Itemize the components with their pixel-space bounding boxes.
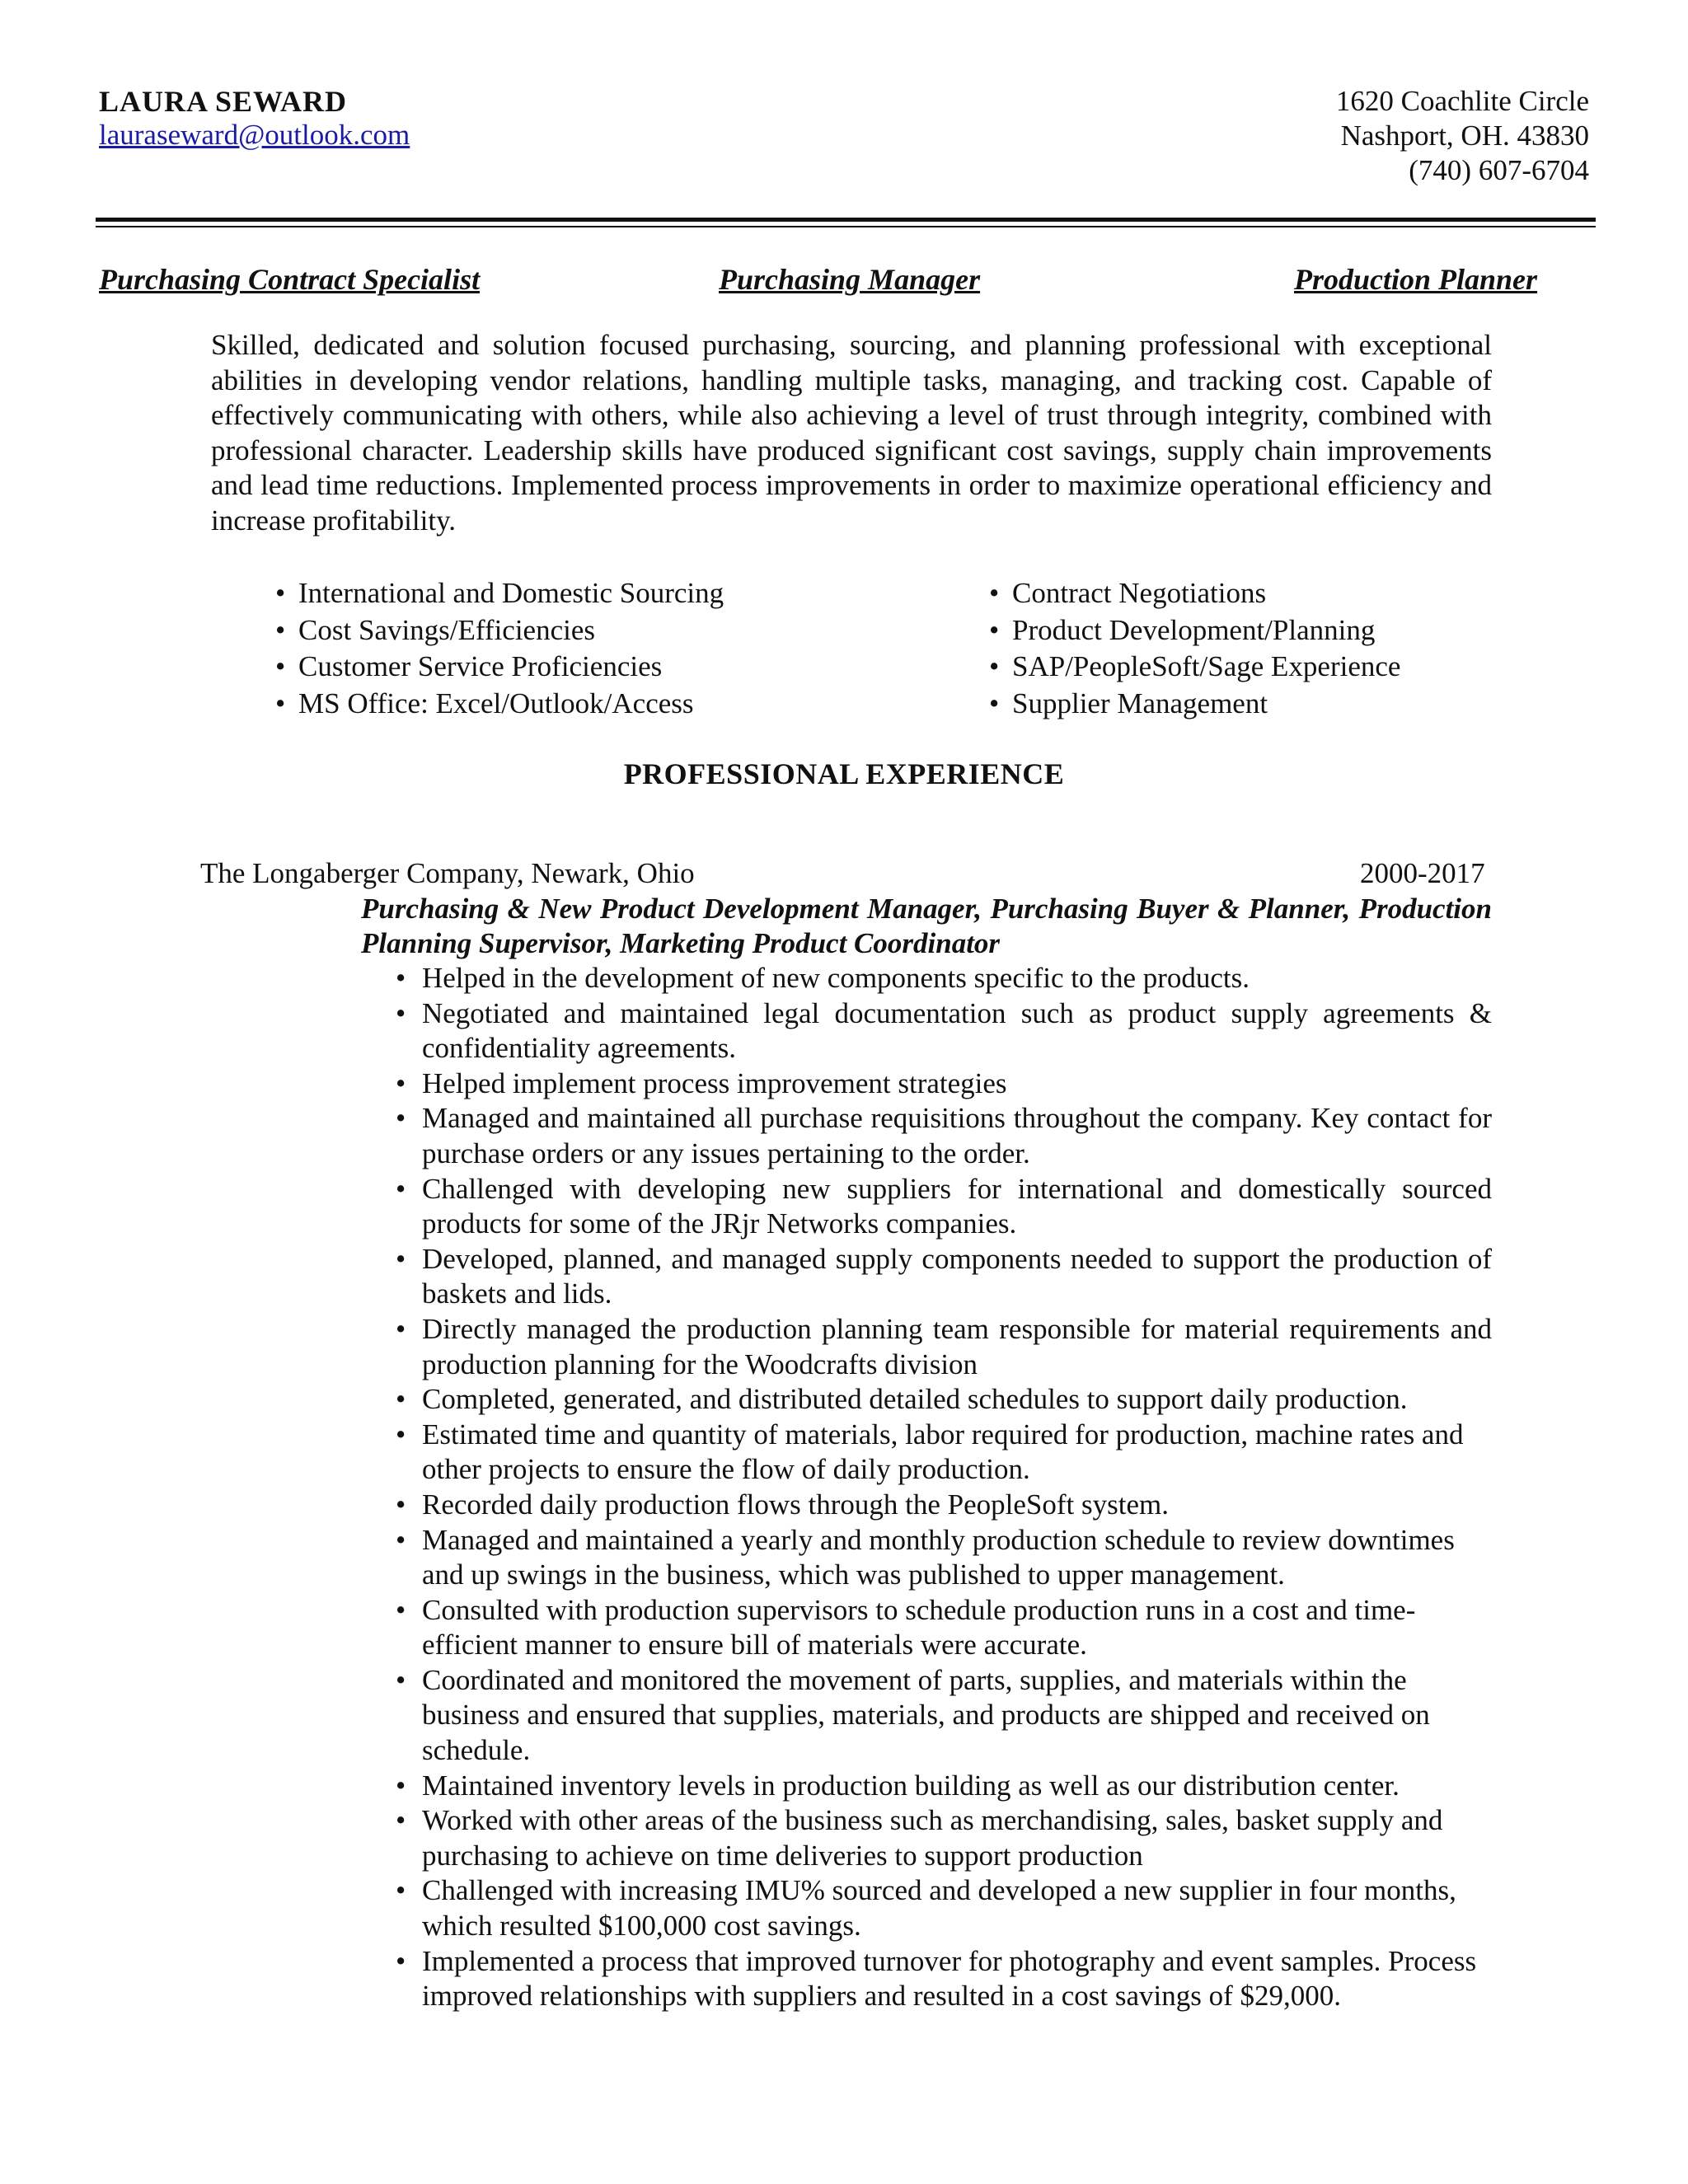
duty-item: • Estimated time and quantity of materials, labor required for production, machine rates and other projects to ensure the flow of daily production. [392, 1418, 1492, 1488]
duty-item: • Maintained inventory levels in production building as well as our distribution center. [392, 1769, 1492, 1804]
duty-item: • Recorded daily production flows through the PeopleSoft system. [392, 1488, 1492, 1523]
skill-item: • International and Domestic Sourcing [274, 575, 724, 612]
candidate-name: LAURA SEWARD [99, 85, 348, 118]
duty-item: • Directly managed the production planning team responsible for material requirements and production planning for the Woodcrafts division [392, 1312, 1492, 1382]
skill-item: • MS Office: Excel/Outlook/Access [274, 686, 724, 723]
duty-item: • Completed, generated, and distributed detailed schedules to support daily production. [392, 1382, 1492, 1418]
duty-item: • Helped implement process improvement strategies [392, 1066, 1492, 1102]
target-title-production-planner: Production Planner [1294, 263, 1538, 296]
header-divider-thin [96, 226, 1596, 227]
job-roles: Purchasing & New Product Development Manager, Purchasing Buyer & Planner, Production Planning Supervisor, Marketing Product Coordinator [361, 893, 1492, 959]
phone-number: (740) 607-6704 [1409, 154, 1589, 186]
skills-list-right [987, 575, 1400, 722]
duties-list [392, 961, 1492, 2014]
skill-item: • Customer Service Proficiencies [274, 649, 724, 686]
duty-item: • Consulted with production supervisors to schedule production runs in a cost and time-efficient manner to ensure bill of materials were accurate. [392, 1593, 1492, 1663]
duty-item: • Implemented a process that improved turnover for photography and event samples. Process improved relationships with suppliers and resulted in a cost savings of $29,000. [392, 1944, 1492, 2014]
target-title-purchasing-manager: Purchasing Manager [719, 263, 981, 296]
professional-summary: Skilled, dedicated and solution focused purchasing, sourcing, and planning professional with exceptional abilities in developing vendor relations, handling multiple tasks, managing, and tracking cost. Capable of effectively communicating with others, while also achieving a level of trust through integrity, combined with professional character. Leadership skills have produced significant cost savings, supply chain improvements and lead time reductions. Implemented process improvements in order to maximize operational efficiency and increase profitability. [211, 329, 1492, 537]
skill-item: • SAP/PeopleSoft/Sage Experience [987, 649, 1400, 686]
skill-item: • Cost Savings/Efficiencies [274, 612, 724, 649]
duty-item: • Coordinated and monitored the movement of parts, supplies, and materials within the business and ensured that supplies, materials, and products are shipped and received on schedule. [392, 1663, 1492, 1769]
header-divider-thick [96, 218, 1596, 222]
duty-item: • Helped in the development of new components specific to the products. [392, 961, 1492, 996]
duty-item: • Worked with other areas of the business such as merchandising, sales, basket supply and purchasing to achieve on time deliveries to support production [392, 1803, 1492, 1873]
employer-name: The Longaberger Company, Newark, Ohio [200, 857, 695, 889]
email-link[interactable]: lauraseward@outlook.com [99, 119, 410, 151]
address-line-2: Nashport, OH. 43830 [1340, 120, 1589, 152]
skills-list-left [274, 575, 724, 722]
skill-item: • Contract Negotiations [987, 575, 1400, 612]
employment-dates: 2000-2017 [1360, 857, 1485, 889]
duty-item: • Managed and maintained all purchase requisitions throughout the company. Key contact for purchase orders or any issues pertaining to the order. [392, 1101, 1492, 1171]
duty-item: • Challenged with increasing IMU% sourced and developed a new supplier in four months, which resulted $100,000 cost savings. [392, 1873, 1492, 1943]
skill-item: • Product Development/Planning [987, 612, 1400, 649]
contact-block [1095, 84, 1589, 188]
section-heading-experience: PROFESSIONAL EXPERIENCE [623, 757, 1065, 790]
duty-item: • Challenged with developing new suppliers for international and domestically sourced products for some of the JRjr Networks companies. [392, 1172, 1492, 1242]
skill-item: • Supplier Management [987, 686, 1400, 723]
duty-item: • Developed, planned, and managed supply components needed to support the production of baskets and lids. [392, 1242, 1492, 1312]
address-line-1: 1620 Coachlite Circle [1335, 85, 1589, 117]
target-title-purchasing-contract-specialist: Purchasing Contract Specialist [99, 263, 481, 296]
duty-item: • Negotiated and maintained legal documentation such as product supply agreements & confidentiality agreements. [392, 996, 1492, 1066]
duty-item: • Managed and maintained a yearly and monthly production schedule to review downtimes and up swings in the business, which was published to upper management. [392, 1523, 1492, 1593]
